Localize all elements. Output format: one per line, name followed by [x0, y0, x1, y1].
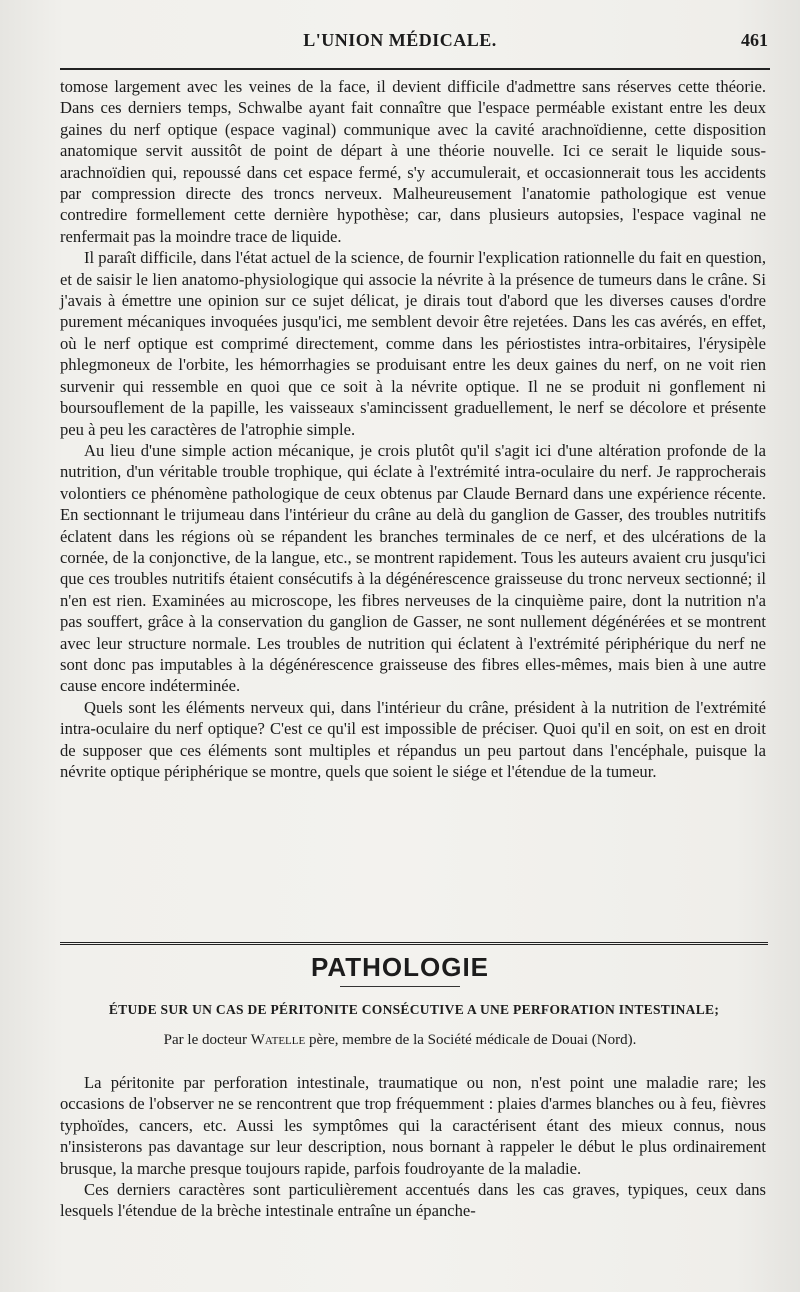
byline-suffix: père, membre de la Société médicale de Douai (Nord).	[308, 1032, 637, 1048]
article-text	[60, 1072, 766, 1222]
running-title: L'UNION MÉDICALE.	[303, 30, 497, 50]
page-number: 461	[741, 30, 768, 50]
article-title: ÉTUDE SUR UN CAS DE PÉRITONITE CONSÉCUTIVE A UNE PERFORATION INTESTINALE;	[108, 1002, 720, 1017]
section-divider	[60, 942, 768, 948]
paragraph: tomose largement avec les veines de la face, il devient difficile d'admettre sans réserves cette théorie. Dans ces derniers temps, Schwalbe ayant fait connaître que l'espace perméable existant entre les deux gaines du nerf optique (espace vaginal) communique avec la cavité arachnoïdienne, cette disposition anatomique servit aussitôt de point de départ à une théorie nouvelle. Ici ce serait le liquide sous-arachnoïdien qui, repoussé dans cet espace fermé, s'y accumulerait, et occasionnerait tous les accidents par compression directe des troncs nerveux. Malheureusement l'anatomie pathologique est venue contredire formellement cette dernière hypothèse; car, dans plusieurs autopsies, l'espace vaginal ne renfermait pas la moindre trace de liquide.	[60, 77, 766, 246]
byline	[0, 1032, 800, 1049]
page-header	[0, 30, 800, 62]
header-rule	[60, 68, 770, 70]
byline-author: Watelle	[250, 1032, 306, 1048]
byline-prefix: Par le docteur	[163, 1032, 247, 1048]
body-text	[60, 76, 766, 782]
paragraph: Ces derniers caractères sont particulièrement accentués dans les cas graves, typiques, ceux dans lesquels l'étendue de la brèche intestinale entraîne un épanche-	[60, 1180, 766, 1221]
paragraph: Il paraît difficile, dans l'état actuel de la science, de fournir l'explication rationnelle du fait en question, et de saisir le lien anatomo-physiologique qui associe la névrite à la présence de tumeurs dans le crâne. Si j'avais à émettre une opinion sur ce sujet délicat, je dirais tout d'abord que les diverses causes d'ordre purement mécaniques invoquées jusqu'ici, me semblent devoir être rejetées. Dans les cas avérés, en effet, où le nerf optique est comprimé directement, comme dans les périostistes intra-orbitaires, l'érysipèle phlegmoneux de l'orbite, les hémorrhagies se produisant entre les deux gaines du nerf, on ne voit rien survenir qui ressemble en quoi que ce soit à la névrite optique. Il ne se produit ni gonflement ni boursouflement de la papille, les vaisseaux s'amincissent graduellement, le nerf se décolore et présente peu à peu les caractères de l'atrophie simple.	[60, 248, 766, 439]
paragraph: Quels sont les éléments nerveux qui, dans l'intérieur du crâne, président à la nutrition de l'extrémité intra-oculaire du nerf optique? C'est ce qu'il est impossible de préciser. Quoi qu'il en soit, on est en droit de supposer que ces éléments sont multiples et répandus un peu partout dans l'encéphale, puisque la névrite optique périphérique se montre, quels que soient le siége et l'étendue de la tumeur.	[60, 697, 766, 781]
section-title-underline	[340, 986, 460, 987]
paragraph: La péritonite par perforation intestinale, traumatique ou non, n'est point une maladie rare; les occasions de l'observer ne se rencontrent que trop fréquemment : plaies d'armes blanches ou à feu, fièvres typhoïdes, cancers, etc. Aussi les symptômes qui la caractérisent étant des mieux connus, nous n'insisterons pas davantage sur leur description, nous bornant à rappeler le début le plus ordinairement brusque, la marche presque toujours rapide, parfois foudroyante de la maladie.	[60, 1073, 766, 1178]
paragraph: Au lieu d'une simple action mécanique, je crois plutôt qu'il s'agit ici d'une altération profonde de la nutrition, d'un véritable trouble trophique, qui éclate à l'extrémité intra-oculaire du nerf. Je rapprocherais volontiers ce phénomène pathologique de ceux obtenus par Claude Bernard dans une expérience récente. En sectionnant le trijumeau dans l'intérieur du crâne au delà du ganglion de Gasser, des troubles nutritifs éclatent dans les régions où se répandent les branches terminales de ce nerf, et des ulcérations de la cornée, de la conjonctive, de la langue, etc., se montrent rapidement. Tous les auteurs avaient cru jusqu'ici que ces troubles nutritifs étaient consécutifs à la dégénérescence graisseuse du tronc nerveux sectionné; il n'en est rien. Examinées au microscope, les fibres nerveuses de la cinquième paire, dont la nutrition n'a pas souffert, grâce à la conservation du ganglion de Gasser, ne sont nullement dégénérées et se montrent avec leur structure normale. Les troubles de nutrition qui éclatent à l'extrémité périphérique du nerf ne sont donc pas imputables à la dégénérescence graisseuse des fibres elles-mêmes, mais bien à une autre cause encore indéterminée.	[60, 440, 766, 696]
section-title: PATHOLOGIE	[310, 952, 490, 982]
